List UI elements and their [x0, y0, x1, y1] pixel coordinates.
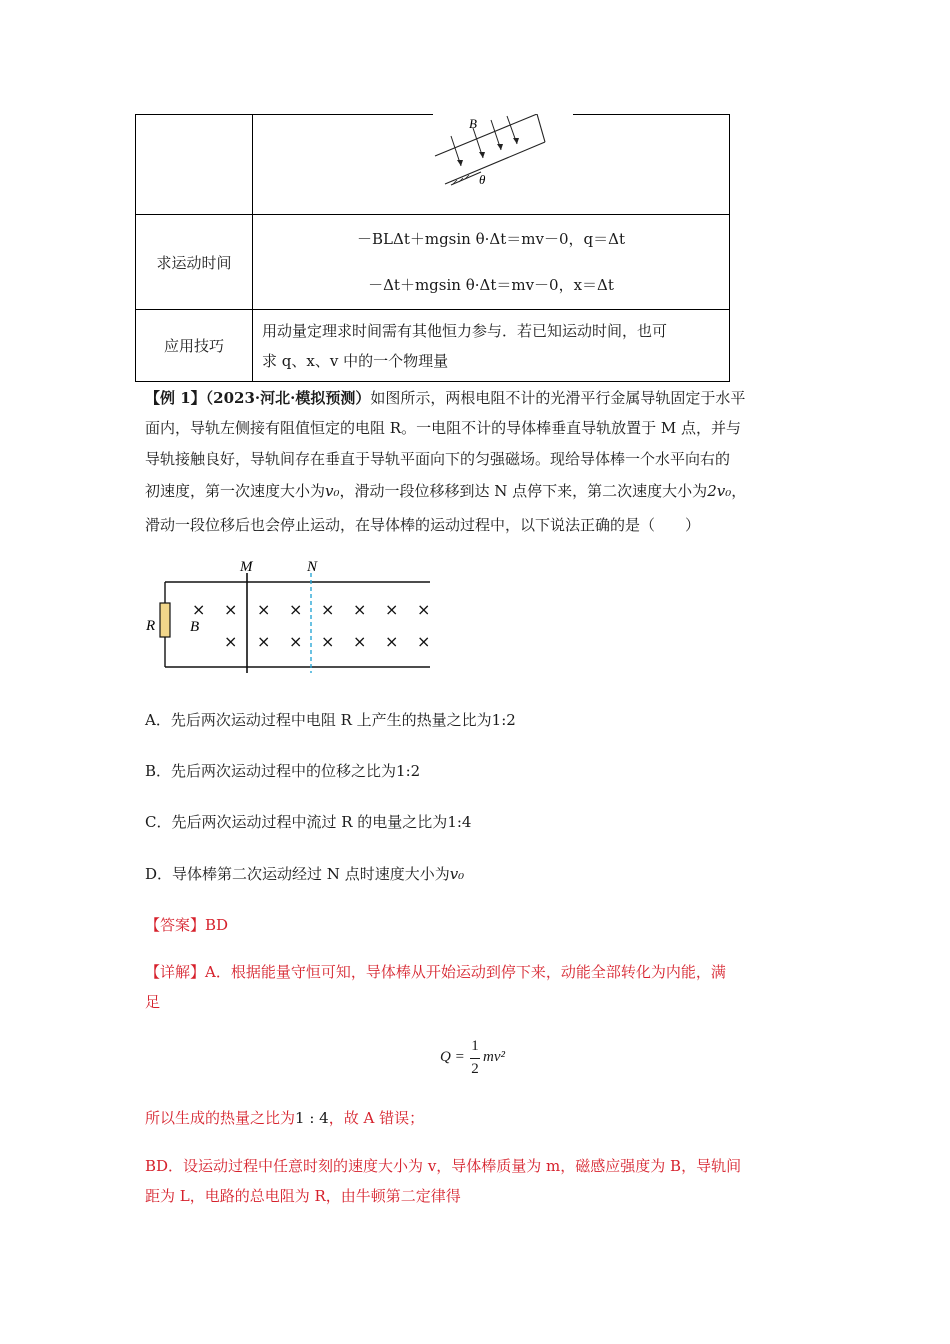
table-cell-empty	[136, 115, 253, 215]
field-cross-icon: ×	[289, 632, 303, 651]
option-c-ratio: 1:4	[447, 813, 472, 831]
option-a-text: A．先后两次运动过程中电阻 R 上产生的热量之比为	[145, 711, 492, 729]
field-cross-icon: ×	[257, 600, 271, 619]
figure-theta-label: θ	[479, 172, 486, 187]
rail-circuit-figure	[140, 555, 440, 675]
field-cross-icon: ×	[321, 632, 335, 651]
field-cross-icon: ×	[385, 632, 399, 651]
example-line-4	[145, 481, 746, 501]
field-cross-icon: ×	[289, 600, 303, 619]
equation-line-1: －BLΔt＋mgsin θ·Δt＝mv－0，q＝Δt	[357, 230, 625, 248]
circuit-m-label: M	[240, 559, 253, 575]
table-row-time	[136, 215, 730, 310]
formula-numerator: 1	[471, 1038, 479, 1054]
option-d-text: D．导体棒第二次运动经过 N 点时速度大小为	[145, 865, 450, 883]
example-tag: 【例 1】	[145, 389, 206, 407]
explanation-line-3	[145, 1108, 424, 1128]
explanation-line-5: 距为 L，电路的总电阻为 R，由牛顿第二定律得	[145, 1187, 461, 1205]
table-cell-equations	[253, 215, 730, 310]
example-source: （2023·河北·模拟预测）	[205, 389, 371, 407]
field-cross-icon: ×	[321, 600, 335, 619]
option-c-text: C．先后两次运动过程中流过 R 的电量之比为	[145, 813, 448, 831]
option-b[interactable]	[145, 761, 420, 781]
field-cross-icon: ×	[192, 600, 206, 619]
example-line-4c: ，	[731, 482, 747, 500]
formula-denominator: 2	[471, 1061, 479, 1077]
example-line-4b: ，滑动一段位移移到达 N 点停下来，第二次速度大小为	[339, 482, 708, 500]
option-b-ratio: 1:2	[396, 762, 421, 780]
explanation-line-3b: ，故 A 错误；	[328, 1109, 425, 1127]
table-label-tip: 应用技巧	[136, 310, 253, 382]
explanation-line-1: 【详解】A．根据能量守恒可知，导体棒从开始运动到停下来，动能全部转化为内能，满	[145, 963, 726, 981]
energy-formula	[440, 1038, 530, 1082]
explanation-line-4: BD．设运动过程中任意时刻的速度大小为 v，导体棒质量为 m，磁感应强度为 B，导轨间	[145, 1157, 742, 1175]
example-line-4a: 初速度，第一次速度大小为	[145, 482, 326, 500]
table-cell-figure	[253, 115, 730, 215]
v0-symbol: v₀	[325, 482, 340, 500]
tip-line-1: 用动量定理求时间需有其他恒力参与．若已知运动时间，也可	[262, 321, 668, 340]
example-line-1: 如图所示，两根电阻不计的光滑平行金属导轨固定于水平	[370, 389, 746, 407]
formula-lhs: Q =	[440, 1049, 465, 1065]
example-line-3: 导轨接触良好，导轨间存在垂直于导轨平面向下的匀强磁场。现给导体棒一个水平向右的	[145, 450, 731, 468]
table-row-tip	[136, 310, 730, 382]
field-cross-icon: ×	[353, 632, 367, 651]
field-cross-icon: ×	[417, 632, 431, 651]
explanation-line-3a: 所以生成的热量之比为	[145, 1109, 296, 1127]
method-table	[135, 114, 730, 382]
formula-rhs: mv²	[483, 1049, 505, 1065]
field-cross-icon: ×	[224, 632, 238, 651]
fraction-bar	[470, 1058, 480, 1059]
answer-line	[145, 915, 228, 935]
figure-b-label: B	[469, 116, 477, 131]
field-cross-icon: ×	[224, 600, 238, 619]
explanation-line-2: 足	[145, 993, 161, 1011]
equation-line-2: －Δt＋mgsin θ·Δt＝mv－0，x＝Δt	[368, 276, 614, 294]
example-line-5: 滑动一段位移后也会停止运动，在导体棒的运动过程中，以下说法正确的是（ ）	[145, 516, 701, 534]
table-label-time: 求运动时间	[136, 215, 253, 310]
option-d-value: v₀	[449, 865, 465, 883]
resistor-icon	[160, 603, 170, 637]
table-row-figure	[136, 115, 730, 215]
option-c[interactable]	[145, 812, 471, 832]
circuit-r-label: R	[146, 618, 156, 634]
example-line-2: 面内，导轨左侧接有阻值恒定的电阻 R。一电阻不计的导体棒垂直导轨放置于 M 点，并与	[145, 419, 741, 437]
table-cell-tip	[253, 310, 730, 382]
field-cross-icon: ×	[385, 600, 399, 619]
option-d[interactable]	[145, 864, 464, 884]
two-v0-symbol: 2v₀	[707, 482, 732, 500]
field-cross-icon: ×	[417, 600, 431, 619]
field-cross-icon: ×	[353, 600, 367, 619]
option-a-ratio: 1:2	[491, 711, 516, 729]
circuit-n-label: N	[307, 559, 318, 575]
heat-ratio: 1 : 4	[295, 1109, 329, 1127]
field-cross-icon: ×	[257, 632, 271, 651]
incline-field-figure	[433, 114, 573, 194]
answer-value: BD	[205, 916, 229, 934]
example-heading	[145, 388, 745, 408]
circuit-b-label: B	[190, 619, 200, 635]
option-a[interactable]	[145, 710, 516, 730]
tip-line-2: 求 q、x、v 中的一个物理量	[262, 351, 449, 370]
answer-label: 【答案】	[145, 916, 206, 934]
option-b-text: B．先后两次运动过程中的位移之比为	[145, 762, 397, 780]
